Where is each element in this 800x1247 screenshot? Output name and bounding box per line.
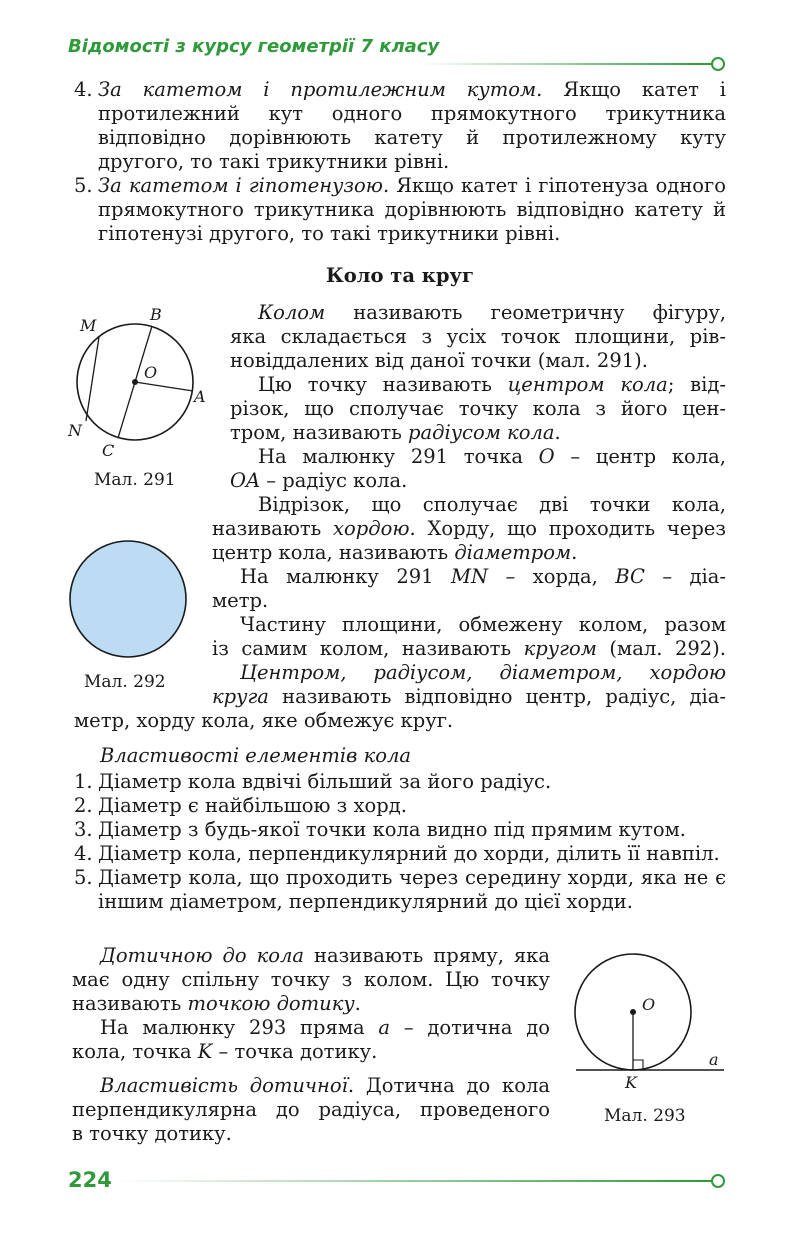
label-b: B xyxy=(150,305,162,324)
list-item xyxy=(74,770,726,794)
footer-rule xyxy=(115,1180,712,1182)
chord-mn xyxy=(86,337,99,421)
def-line: На малюнку 291 MN – хорда, BC – діа- xyxy=(240,565,726,588)
def-line: Колом називають геометричну фігуру, xyxy=(258,301,726,324)
list-item xyxy=(74,866,726,914)
item-number: 4. xyxy=(74,842,93,865)
def-line: Частину площини, обмежену колом, разом xyxy=(240,613,726,636)
def-line: На малюнку 291 точка O – центр кола, xyxy=(258,445,726,468)
figure-292 xyxy=(66,538,192,664)
caption-292: Мал. 292 xyxy=(84,672,166,692)
def-line: метр, хорду кола, яке обмежує круг. xyxy=(74,709,454,732)
def-line: Цю точку називають центром кола; від- xyxy=(258,373,726,396)
def-line: метр. xyxy=(212,589,269,612)
label-a: A xyxy=(194,387,206,406)
right-angle-mark xyxy=(633,1060,643,1070)
item-number: 5. xyxy=(74,866,93,889)
def-line: різок, що сполучає точку кола з його цен- xyxy=(230,397,726,420)
figure-291 xyxy=(60,298,220,463)
header-title: Відомості з курсу геометрії 7 класу xyxy=(68,36,440,57)
label-o: O xyxy=(144,363,158,382)
list-item xyxy=(74,842,726,866)
def-line: OA – радіус кола. xyxy=(230,469,408,492)
def-line: новіддалених від даної точки (мал. 291). xyxy=(230,349,648,372)
label-k: K xyxy=(625,1073,637,1092)
properties-list xyxy=(74,770,726,914)
criteria-item xyxy=(74,78,726,174)
center-point xyxy=(630,1009,636,1015)
def-line: із самим колом, називають кругом (мал. 292). xyxy=(212,637,726,660)
caption-291: Мал. 291 xyxy=(94,470,176,490)
radius-oa xyxy=(135,382,193,391)
footer-rule-end xyxy=(711,1174,725,1188)
item-text: Діаметр є найбільшою з хорд. xyxy=(98,794,407,817)
def-line: називають хордою. Хорду, що проходить через xyxy=(212,517,726,540)
tangent-line: Властивість дотичної. Дотична до кола xyxy=(100,1074,551,1097)
item-text: Діаметр кола, перпендикулярний до хорди, ділить її навпіл. xyxy=(98,842,720,865)
item-number: 1. xyxy=(74,770,93,793)
def-line: круга називають відповідно центр, радіус, діа- xyxy=(212,685,726,708)
tangent-line: кола, точка K – точка дотику. xyxy=(72,1040,378,1063)
tangent-line: називають точкою дотику. xyxy=(72,992,361,1015)
tangent-line: в точку дотику. xyxy=(72,1122,232,1145)
tangent-line: На малюнку 293 пряма a – дотична до xyxy=(100,1016,550,1039)
caption-293: Мал. 293 xyxy=(604,1106,686,1126)
item-number: 4. xyxy=(74,78,93,101)
tangent-line: Дотичною до кола називають пряму, яка xyxy=(100,944,550,967)
page-number: 224 xyxy=(68,1168,112,1192)
item-text: За катетом і гіпотенузою. Якщо катет і гіпотенуза одного прямокутного трикутника дорівнюють відповідно катету й гіпотенузі другого, то такі трикутники рівні. xyxy=(98,174,727,245)
item-text: Діаметр кола вдвічі більший за його радіус. xyxy=(98,770,552,793)
header-rule xyxy=(420,63,712,65)
list-item xyxy=(74,794,726,818)
label-c: C xyxy=(102,441,115,460)
filled-disk xyxy=(70,541,186,657)
center-point xyxy=(132,379,138,385)
criteria-list xyxy=(74,78,726,246)
figure-293 xyxy=(570,950,730,1095)
criterion-title: За катетом і гіпотенузою. xyxy=(98,174,390,197)
def-line: Відрізок, що сполучає дві точки кола, xyxy=(258,493,726,516)
def-line: Центром, радіусом, діаметром, хордою xyxy=(240,661,726,684)
item-number: 3. xyxy=(74,818,93,841)
header-rule-end xyxy=(711,57,725,71)
tangent-line: має одну спільну точку з колом. Цю точку xyxy=(72,968,550,991)
def-line: центр кола, називають діаметром. xyxy=(212,541,578,564)
label-a: a xyxy=(709,1050,719,1069)
label-o: O xyxy=(642,995,656,1014)
item-text: Діаметр кола, що проходить через середину хорди, яка не є іншим діаметром, перпендикулярний до цієї хорди. xyxy=(98,866,726,913)
def-line: яка складається з усіх точок площини, рів- xyxy=(230,325,726,348)
label-m: M xyxy=(80,316,97,335)
properties-heading: Властивості елементів кола xyxy=(100,744,412,767)
item-number: 2. xyxy=(74,794,93,817)
criteria-item xyxy=(74,174,726,246)
list-item xyxy=(74,818,726,842)
tangent-line: перпендикулярна до радіуса, проведеного xyxy=(72,1098,550,1121)
section-title: Коло та круг xyxy=(326,264,474,287)
item-text: Діаметр з будь-якої точки кола видно під прямим кутом. xyxy=(98,818,686,841)
criterion-title: За катетом і протилежним кутом. xyxy=(98,78,543,101)
label-n: N xyxy=(68,421,82,440)
def-line: тром, називають радіусом кола. xyxy=(230,421,561,444)
item-number: 5. xyxy=(74,174,93,197)
item-text: За катетом і протилежним кутом. Якщо катет і протилежний кут одного прямокутного трикутника відповідно дорівнюють катету й протилежному куту другого, то такі трикутники рівні. xyxy=(98,78,726,173)
